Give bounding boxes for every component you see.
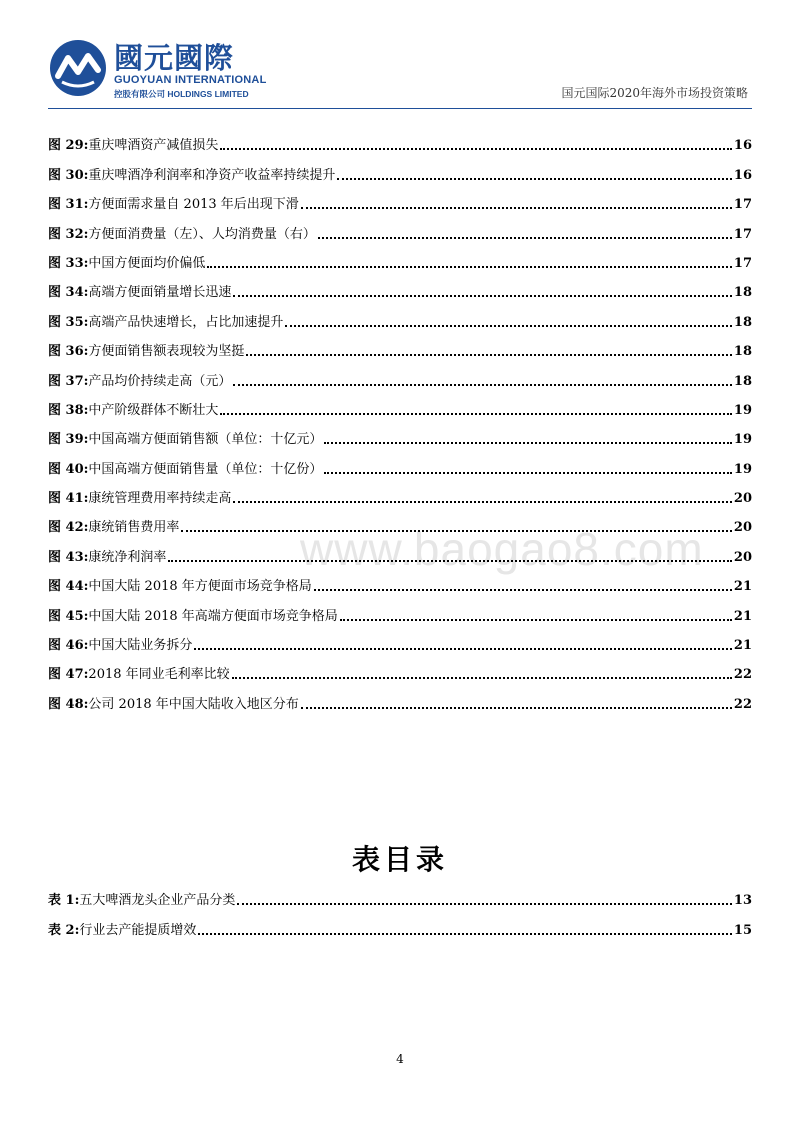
- toc-entry-page: 18: [733, 285, 752, 301]
- toc-dot-leader: [232, 677, 732, 679]
- toc-entry-page: 19: [733, 461, 752, 477]
- toc-entry-label: 图 40:: [48, 461, 89, 477]
- toc-entry-page: 17: [733, 197, 752, 213]
- toc-entry-title: 公司 2018 年中国大陆收入地区分布: [88, 696, 299, 712]
- toc-entry[interactable]: [48, 125, 752, 154]
- toc-dot-leader: [220, 148, 731, 150]
- page-header: [0, 0, 800, 112]
- toc-entry-label: 图 41:: [48, 491, 89, 507]
- toc-dot-leader: [337, 178, 731, 180]
- toc-entry-title: 中国高端方便面销售量（单位：十亿份）: [88, 461, 323, 477]
- logo-chinese-name: 國元國際: [114, 41, 235, 75]
- toc-entry-title: 2018 年同业毛利率比较: [88, 667, 230, 683]
- toc-dot-leader: [301, 207, 732, 209]
- toc-dot-leader: [340, 619, 732, 621]
- table-list-heading: 表目录: [351, 843, 448, 876]
- toc-entry-page: 21: [733, 638, 752, 654]
- toc-dot-leader: [168, 560, 731, 562]
- toc-entry-page: 20: [733, 491, 752, 507]
- toc-entry[interactable]: [48, 909, 752, 938]
- toc-entry-label: 图 30:: [48, 167, 89, 183]
- toc-dot-leader: [233, 501, 731, 503]
- toc-entry-page: 20: [733, 520, 752, 536]
- toc-dot-leader: [198, 933, 732, 935]
- toc-entry-page: 18: [733, 344, 752, 360]
- toc-entry-title: 中国大陆业务拆分: [88, 638, 193, 654]
- toc-entry-label: 图 48:: [48, 696, 89, 712]
- toc-entry-page: 15: [733, 922, 752, 938]
- toc-entry[interactable]: [48, 478, 752, 507]
- toc-entry[interactable]: [48, 360, 752, 389]
- toc-entry[interactable]: [48, 595, 752, 624]
- toc-entry-label: 图 32:: [48, 226, 89, 242]
- toc-entry-title: 高端方便面销量增长迅速: [88, 285, 232, 301]
- toc-entry-page: 22: [733, 696, 752, 712]
- toc-entry-title: 重庆啤酒资产减值损失: [88, 138, 219, 154]
- toc-entry[interactable]: [48, 625, 752, 654]
- toc-dot-leader: [246, 354, 731, 356]
- toc-entry-page: 19: [733, 402, 752, 418]
- toc-entry-title: 中产阶级群体不断壮大: [88, 402, 219, 418]
- toc-entry-label: 图 33:: [48, 255, 89, 271]
- toc-dot-leader: [285, 325, 731, 327]
- logo-english-name: GUOYUAN INTERNATIONAL: [114, 74, 267, 86]
- toc-entry-page: 13: [733, 893, 752, 909]
- table-list: [48, 880, 752, 939]
- toc-dot-leader: [324, 472, 731, 474]
- toc-dot-leader: [301, 707, 732, 709]
- toc-entry-title: 中国高端方便面销售额（单位：十亿元）: [88, 432, 323, 448]
- toc-entry-page: 17: [733, 255, 752, 271]
- toc-entry-title: 中国大陆 2018 年高端方便面市场竞争格局: [88, 608, 338, 624]
- report-title: 国元国际2020年海外市场投资策略: [561, 86, 748, 100]
- toc-entry-title: 康统净利润率: [88, 549, 167, 565]
- toc-entry-page: 17: [733, 226, 752, 242]
- toc-entry[interactable]: [48, 243, 752, 272]
- toc-dot-leader: [324, 442, 731, 444]
- toc-entry[interactable]: [48, 880, 752, 909]
- toc-entry-label: 图 47:: [48, 667, 89, 683]
- toc-entry[interactable]: [48, 566, 752, 595]
- toc-entry-label: 图 39:: [48, 432, 89, 448]
- toc-entry[interactable]: [48, 213, 752, 242]
- toc-entry[interactable]: [48, 272, 752, 301]
- toc-entry-page: 20: [733, 549, 752, 565]
- figure-list: [48, 125, 752, 713]
- toc-entry-label: 图 35:: [48, 314, 89, 330]
- toc-entry-label: 图 38:: [48, 402, 89, 418]
- toc-dot-leader: [314, 589, 732, 591]
- toc-entry-page: 21: [733, 608, 752, 624]
- toc-entry-label: 图 46:: [48, 638, 89, 654]
- toc-entry-title: 方便面消费量（左）、人均消费量（右）: [88, 226, 316, 242]
- header-divider: [48, 108, 752, 109]
- toc-entry[interactable]: [48, 507, 752, 536]
- toc-entry-label: 图 43:: [48, 549, 89, 565]
- toc-entry-page: 21: [733, 579, 752, 595]
- toc-entry-page: 18: [733, 373, 752, 389]
- toc-entry[interactable]: [48, 154, 752, 183]
- toc-entry-title: 行业去产能提质增效: [79, 922, 197, 938]
- toc-entry-title: 中国方便面均价偏低: [88, 255, 206, 271]
- toc-entry-label: 图 37:: [48, 373, 89, 389]
- toc-entry-title: 产品均价持续走高（元）: [88, 373, 232, 389]
- toc-dot-leader: [233, 384, 731, 386]
- toc-entry-title: 中国大陆 2018 年方便面市场竞争格局: [88, 579, 312, 595]
- toc-entry-label: 表 1:: [48, 893, 80, 909]
- toc-entry[interactable]: [48, 184, 752, 213]
- toc-entry-title: 方便面需求量自 2013 年后出现下滑: [88, 197, 299, 213]
- toc-entry-label: 图 44:: [48, 579, 89, 595]
- toc-entry-page: 22: [733, 667, 752, 683]
- toc-entry-title: 方便面销售额表现较为坚挺: [88, 344, 245, 360]
- toc-entry[interactable]: [48, 448, 752, 477]
- toc-dot-leader: [194, 648, 731, 650]
- toc-dot-leader: [220, 413, 731, 415]
- toc-entry-page: 16: [733, 138, 752, 154]
- toc-entry-title: 五大啤酒龙头企业产品分类: [79, 893, 236, 909]
- toc-entry[interactable]: [48, 419, 752, 448]
- watermark: www.baogao8.com: [300, 523, 704, 575]
- toc-entry-page: 19: [733, 432, 752, 448]
- toc-dot-leader: [237, 903, 732, 905]
- logo-subtitle: 控股有限公司 HOLDINGS LIMITED: [114, 89, 249, 99]
- toc-entry[interactable]: [48, 331, 752, 360]
- toc-entry[interactable]: [48, 301, 752, 330]
- guoyuan-logo-icon: [48, 38, 108, 98]
- toc-entry-page: 16: [733, 167, 752, 183]
- toc-entry[interactable]: [48, 536, 752, 565]
- toc-entry-label: 图 31:: [48, 197, 89, 213]
- toc-entry-title: 康统销售费用率: [88, 520, 180, 536]
- toc-entry-page: 18: [733, 314, 752, 330]
- toc-dot-leader: [233, 295, 731, 297]
- toc-dot-leader: [207, 266, 731, 268]
- toc-entry-label: 图 45:: [48, 608, 89, 624]
- toc-entry[interactable]: [48, 683, 752, 712]
- toc-entry-title: 高端产品快速增长，占比加速提升: [88, 314, 284, 330]
- toc-entry-label: 图 34:: [48, 285, 89, 301]
- toc-entry-label: 图 42:: [48, 520, 89, 536]
- toc-entry-title: 康统管理费用率持续走高: [88, 491, 232, 507]
- toc-entry-label: 表 2:: [48, 922, 80, 938]
- toc-entry[interactable]: [48, 654, 752, 683]
- page-number: 4: [396, 1052, 404, 1066]
- toc-entry[interactable]: [48, 390, 752, 419]
- toc-dot-leader: [318, 237, 732, 239]
- toc-entry-label: 图 29:: [48, 138, 89, 154]
- toc-entry-label: 图 36:: [48, 344, 89, 360]
- toc-entry-title: 重庆啤酒净利润率和净资产收益率持续提升: [88, 167, 336, 183]
- toc-dot-leader: [181, 530, 731, 532]
